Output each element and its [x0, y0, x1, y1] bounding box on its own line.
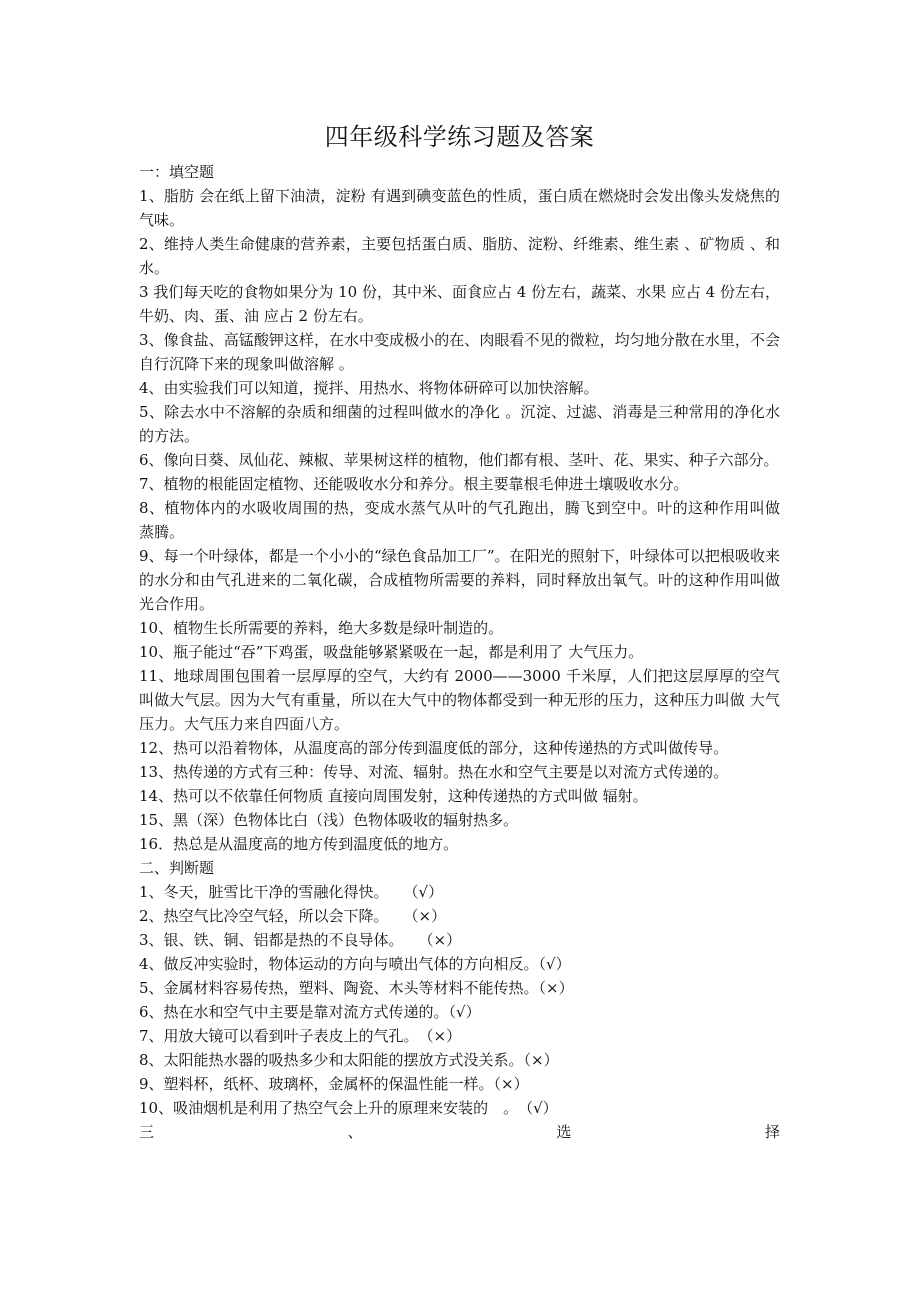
question-item: 16．热总是从温度高的地方传到温度低的地方。 [139, 835, 459, 853]
judgement-item: 10、吸油烟机是利用了热空气会上升的原理来安装的 。 （√） [139, 1099, 558, 1117]
section-heading-multiple-choice [139, 1120, 780, 1144]
question-item: 11、地球周围包围着一层厚厚的空气，大约有 2000——3000 千米厚，人们把这层厚厚的空气叫做大气层。因为大气有重量，所以在大气中的物体都受到一种无形的压力，这种压力叫做 大气压力。大气压力来自四面八方。 [139, 667, 780, 733]
question-item: 14、热可以不依靠任何物质 直接向周围发射，这种传递热的方式叫做 辐射。 [139, 787, 648, 805]
question-item: 13、热传递的方式有三种：传导、对流、辐射。热在水和空气主要是以对流方式传递的。 [139, 763, 729, 781]
question-item: 5、除去水中不溶解的杂质和细菌的过程叫做水的净化 。沉淀、过滤、消毒是三种常用的净化水的方法。 [139, 403, 780, 445]
heading-char: 选 [556, 1123, 572, 1141]
judgement-item: 3、银、铁、铜、铝都是热的不良导体。 （×） [139, 931, 462, 949]
document-title: 四年级科学练习题及答案 [324, 123, 595, 151]
question-item: 10、植物生长所需要的养料，绝大多数是绿叶制造的。 [139, 619, 504, 637]
judgement-item: 7、用放大镜可以看到叶子表皮上的气孔。 （×） [139, 1027, 462, 1045]
question-item: 2、维持人类生命健康的营养素，主要包括蛋白质、脂肪、淀粉、纤维素、维生素 、矿物质 、和 水。 [139, 235, 780, 277]
judgement-item: 5、金属材料容易传热，塑料、陶瓷、木头等材料不能传热。（×） [139, 979, 574, 997]
question-item: 1、脂肪 会在纸上留下油渍，淀粉 有遇到碘变蓝色的性质，蛋白质在燃烧时会发出像头发烧焦的气味。 [139, 187, 780, 229]
question-item: 4、由实验我们可以知道，搅拌、用热水、将物体研碎可以加快溶解。 [139, 379, 599, 397]
question-item: 9、每一个叶绿体，都是一个小小的“绿色食品加工厂”。在阳光的照射下，叶绿体可以把根吸收来的水分和由气孔进来的二氧化碳，合成植物所需要的养料，同时释放出氧气。叶的这种作用叫做光合作用。 [139, 547, 780, 613]
question-item: 3 我们每天吃的食物如果分为 10 份，其中米、面食应占 4 份左右，蔬菜、水果 应占 4 份左右，牛奶、肉、蛋、油 应占 2 份左右。 [139, 283, 780, 325]
question-item: 8、植物体内的水吸收周围的热，变成水蒸气从叶的气孔跑出，腾飞到空中。叶的这种作用叫做 蒸腾。 [139, 499, 780, 541]
judgement-item: 6、热在水和空气中主要是靠对流方式传递的。（√） [139, 1003, 481, 1021]
heading-char: 、 [347, 1123, 363, 1141]
judgement-item: 4、做反冲实验时，物体运动的方向与喷出气体的方向相反。（√） [139, 955, 571, 973]
question-item: 7、植物的根能固定植物、还能吸收水分和养分。根主要靠根毛伸进土壤吸收水分。 [139, 475, 689, 493]
judgement-item: 8、太阳能热水器的吸热多少和太阳能的摆放方式没关系。（×） [139, 1051, 559, 1069]
question-item: 15、黑（深）色物体比白（浅）色物体吸收的辐射热多。 [139, 811, 519, 829]
heading-char: 三 [139, 1123, 155, 1141]
section-heading-true-false: 二、判断题 [139, 859, 215, 877]
question-item: 3、像食盐、高锰酸钾这样，在水中变成极小的在、肉眼看不见的微粒，均匀地分散在水里，不会自行沉降下来的现象叫做溶解 。 [139, 331, 780, 373]
question-item: 12、热可以沿着物体，从温度高的部分传到温度低的部分，这种传递热的方式叫做传导。 [139, 739, 729, 757]
heading-char: 择 [764, 1123, 780, 1141]
question-item: 10、瓶子能过“吞”下鸡蛋，吸盘能够紧紧吸在一起，都是利用了 大气压力。 [139, 643, 644, 661]
judgement-item: 9、塑料杯，纸杯、玻璃杯，金属杯的保温性能一样。（×） [139, 1075, 529, 1093]
question-item: 6、像向日葵、凤仙花、辣椒、苹果树这样的植物，他们都有根、茎叶、花、果实、种子六部分。 [139, 451, 779, 469]
document-body [139, 160, 780, 1144]
section-heading-fill-in: 一：填空题 [139, 163, 215, 181]
judgement-item: 1、冬天，脏雪比干净的雪融化得快。 （√） [139, 883, 444, 901]
judgement-item: 2、热空气比冷空气轻，所以会下降。 （×） [139, 907, 447, 925]
